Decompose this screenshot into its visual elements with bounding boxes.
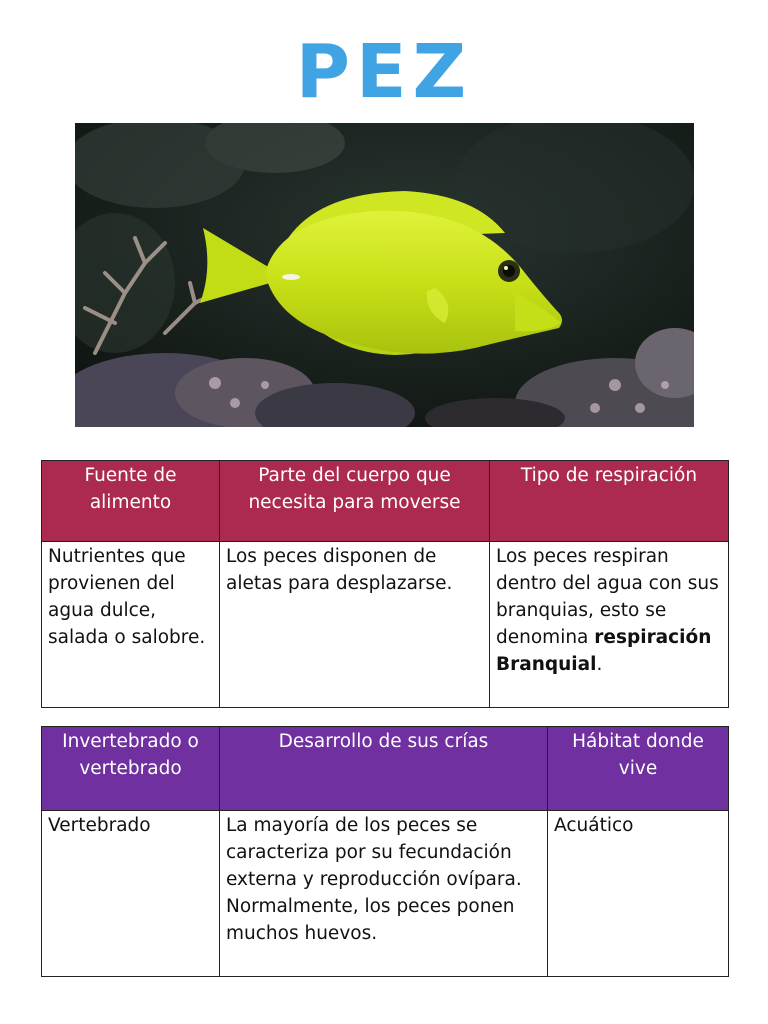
- header-habitat: Hábitat donde vive: [548, 727, 729, 811]
- table-header-row: [42, 727, 729, 811]
- header-vertebrate-classification: Invertebrado o vertebrado: [42, 727, 220, 811]
- fish-facts-table-2: [41, 726, 729, 977]
- cell-offspring-development: La mayoría de los peces se caracteriza por su fecundación externa y reproducción ovípara. Normalmente, los peces ponen muchos huevos.: [220, 811, 548, 977]
- cell-habitat: Acuático: [548, 811, 729, 977]
- table-row: [42, 811, 729, 977]
- cell-vertebrate-classification: Vertebrado: [42, 811, 220, 977]
- fish-facts-table-1: [41, 460, 729, 708]
- header-food-source: Fuente de alimento: [42, 461, 220, 542]
- table-header-row: [42, 461, 729, 542]
- header-offspring-development: Desarrollo de sus crías: [220, 727, 548, 811]
- cell-breathing-type: [490, 542, 729, 708]
- table-row: [42, 542, 729, 708]
- header-breathing-type: Tipo de respiración: [490, 461, 729, 542]
- breathing-term: respiración Branquial: [496, 627, 712, 675]
- page-title: PEZ: [295, 29, 473, 115]
- cell-food-source: Nutrientes que provienen del agua dulce, salada o salobre.: [42, 542, 220, 708]
- fish-photo: [75, 123, 694, 427]
- header-movement-body-part: Parte del cuerpo que necesita para moverse: [220, 461, 490, 542]
- cell-movement-body-part: Los peces disponen de aletas para desplazarse.: [220, 542, 490, 708]
- breathing-text: Los peces respiran dentro del agua con sus branquias, esto se denomina: [496, 546, 719, 648]
- breathing-period: .: [596, 654, 603, 675]
